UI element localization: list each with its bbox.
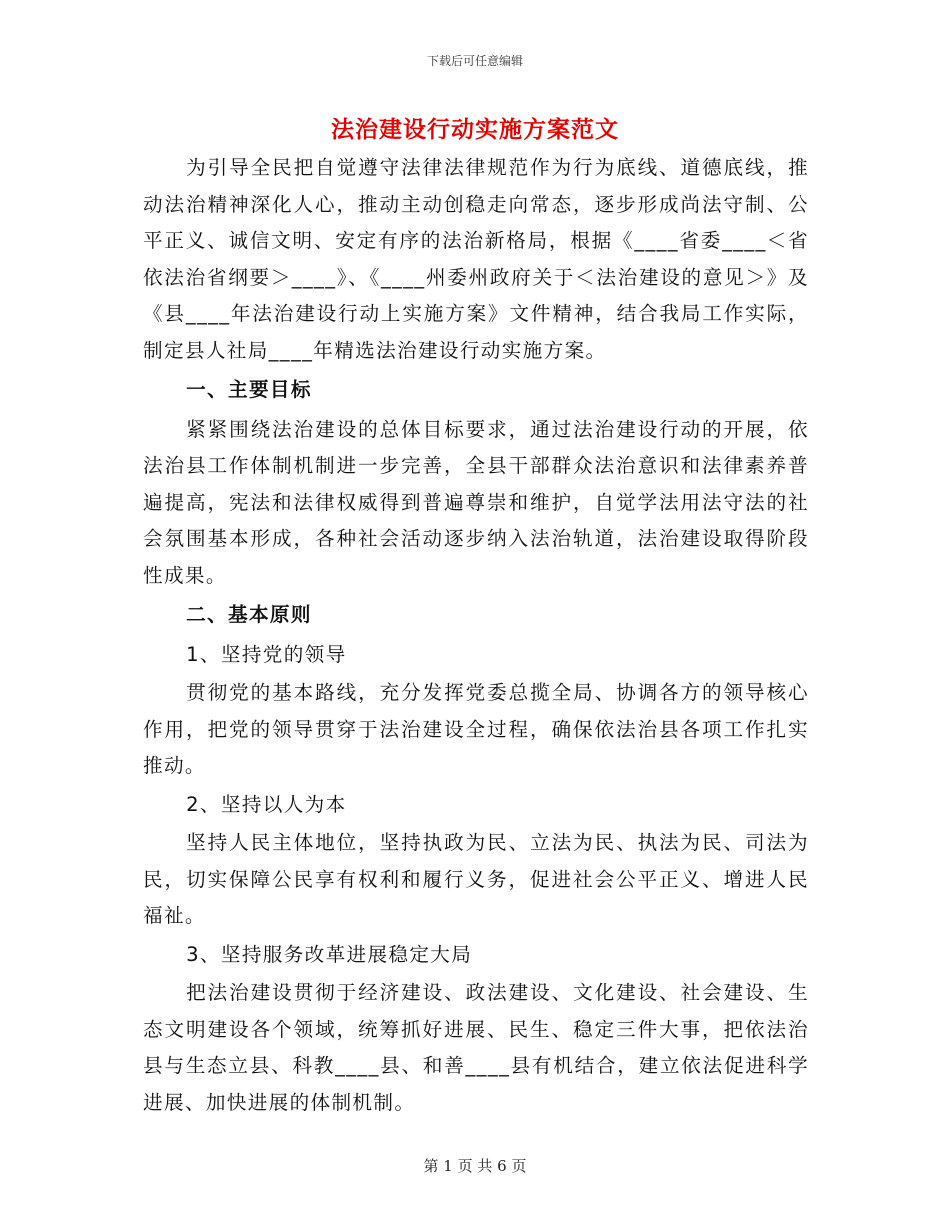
- document-body: [143, 150, 809, 1121]
- principle-2-paragraph: 坚持人民主体地位，坚持执政为民、立法为民、执法为民、司法为民，切实保障公民享有权利和履行义务，促进社会公平正义、增进人民福祉。: [143, 831, 809, 927]
- section-heading-basic-principles: 二、基本原则: [186, 603, 312, 626]
- intro-paragraph: 为引导全民把自觉遵守法律法律规范作为行为底线、道德底线，推动法治精神深化人心，推动主动创稳走向常态，逐步形成尚法守制、公平正义、诚信文明、安定有序的法治新格局，根据《____省委____＜省依法治省纲要＞____》、《____州委州政府关于＜法治建设的意见＞》及《县____年法治建设行动上实施方案》文件精神，结合我局工作实际，制定县人社局____年精选法治建设行动实施方案。: [143, 156, 809, 362]
- section-heading-main-goals: 一、主要目标: [186, 378, 312, 401]
- document-title: 法治建设行动实施方案范文: [331, 117, 619, 143]
- principle-1-heading: 1、坚持党的领导: [186, 642, 347, 666]
- principle-3-paragraph: 把法治建设贯彻于经济建设、政法建设、文化建设、社会建设、生态文明建设各个领域，统筹抓好进展、民生、稳定三件大事，把依法治县与生态立县、科教____县、和善____县有机结合，建立依法促进科学进展、加快进展的体制机制。: [143, 981, 809, 1114]
- page-number-footer: 第 1 页 共 6 页: [423, 1157, 527, 1175]
- main-goals-paragraph: 紧紧围绕法治建设的总体目标要求，通过法治建设行动的开展，依法治县工作体制机制进一步完善，全县干部群众法治意识和法律素养普遍提高，宪法和法律权威得到普遍尊崇和维护，自觉学法用法守法的社会氛围基本形成，各种社会活动逐步纳入法治轨道，法治建设取得阶段性成果。: [143, 417, 809, 587]
- page-header-note: 下载后可任意编辑: [426, 54, 523, 68]
- principle-1-paragraph: 贯彻党的基本路线，充分发挥党委总揽全局、协调各方的领导核心作用，把党的领导贯穿于法治建设全过程，确保依法治县各项工作扎实推动。: [143, 681, 809, 777]
- principle-3-heading: 3、坚持服务改革进展稳定大局: [186, 942, 473, 966]
- principle-2-heading: 2、坚持以人为本: [186, 792, 347, 816]
